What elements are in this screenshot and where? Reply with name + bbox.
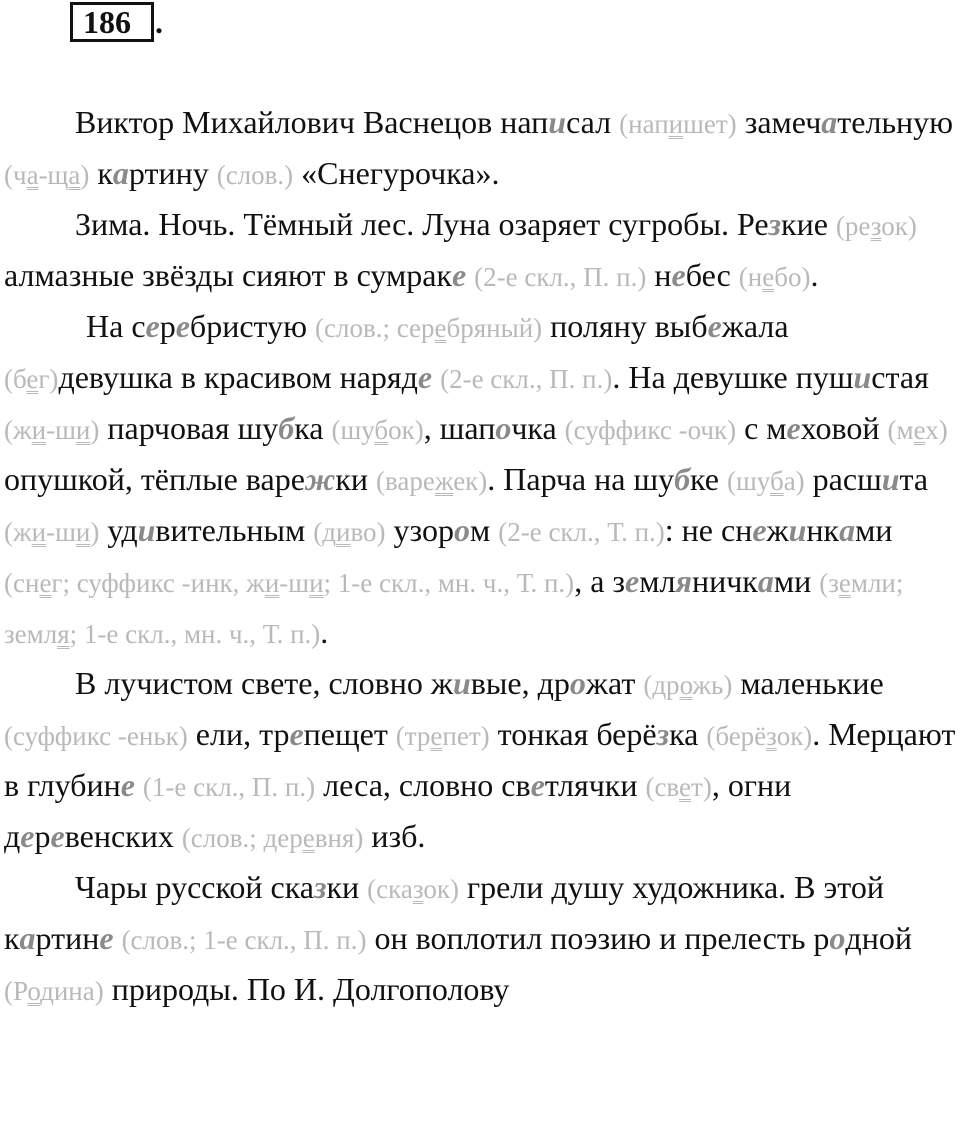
hint-text: (2-е скл., П. п.) bbox=[474, 262, 647, 292]
hint-text: -щ bbox=[38, 160, 69, 190]
highlighted-letter: а bbox=[19, 920, 36, 956]
text-run: леса, словно св bbox=[315, 767, 531, 803]
text-run: тлячки bbox=[544, 767, 646, 803]
text-run: мл bbox=[639, 563, 676, 599]
hint-text: -ш bbox=[46, 517, 76, 547]
text-run: ничк bbox=[691, 563, 758, 599]
hint-text: (б bbox=[4, 364, 27, 394]
hint-text: и bbox=[668, 109, 684, 139]
hint-text: з bbox=[766, 721, 777, 751]
hint-text: ) bbox=[90, 415, 100, 445]
highlighted-letter: е bbox=[530, 767, 545, 803]
hint-text: е bbox=[26, 364, 39, 394]
text-run: ртин bbox=[35, 920, 100, 956]
text-run: ми bbox=[773, 563, 820, 599]
text-run: «Снегурочка». bbox=[293, 155, 500, 191]
highlighted-letter: е bbox=[417, 359, 433, 395]
text-run: ми bbox=[855, 512, 893, 548]
hint-text: во) bbox=[350, 517, 386, 547]
hint-text: (тр bbox=[395, 721, 431, 751]
hint-text: (Р bbox=[4, 976, 28, 1006]
text-run: парчовая шу bbox=[99, 410, 279, 446]
hint-text: жь) bbox=[692, 670, 733, 700]
paragraph bbox=[4, 302, 956, 659]
hint-text: е bbox=[434, 313, 447, 343]
hint-text: ) bbox=[80, 160, 90, 190]
hint-text: (слов.; 1-е скл., П. п.) bbox=[121, 925, 367, 955]
hint-text: б bbox=[374, 415, 389, 445]
highlighted-letter: е bbox=[752, 512, 767, 548]
highlighted-letter: и bbox=[788, 512, 807, 548]
hint-text: бряный) bbox=[446, 313, 543, 343]
text-run: . На девушке пуш bbox=[612, 359, 854, 395]
hint-text: ек) bbox=[453, 466, 488, 496]
highlighted-letter: и bbox=[137, 512, 156, 548]
text-run: м bbox=[469, 512, 499, 548]
text-run bbox=[466, 257, 474, 293]
hint-text: и bbox=[75, 517, 91, 547]
text-run: грели душу художника. В этой к bbox=[4, 869, 884, 956]
text-run: . bbox=[320, 614, 329, 650]
exercise-number: 186 bbox=[83, 4, 131, 40]
text-run: : не сн bbox=[664, 512, 753, 548]
hint-text: (сн bbox=[4, 568, 40, 598]
highlighted-letter: и bbox=[881, 461, 900, 497]
text-run: ж bbox=[766, 512, 789, 548]
hint-text: (слов.; сер bbox=[315, 313, 435, 343]
highlighted-letter: а bbox=[839, 512, 856, 548]
highlighted-letter: е bbox=[50, 818, 65, 854]
paragraph bbox=[4, 659, 956, 863]
hint-text: ок) bbox=[881, 211, 917, 241]
hint-text: (суффикс -очк) bbox=[564, 415, 737, 445]
hint-text: (шу bbox=[727, 466, 770, 496]
text-run: с м bbox=[736, 410, 787, 446]
hint-text: мли; земл bbox=[4, 568, 904, 649]
text-run: . Мерцают в глубин bbox=[4, 716, 956, 803]
text-run: кие bbox=[781, 206, 836, 242]
text-run: венских bbox=[64, 818, 182, 854]
text-run: ели, тр bbox=[187, 716, 290, 752]
highlighted-letter: е bbox=[20, 818, 35, 854]
hint-text: е bbox=[913, 415, 926, 445]
text-run: ки bbox=[335, 461, 377, 497]
highlighted-letter: и bbox=[853, 359, 872, 395]
hint-text: -ш bbox=[46, 415, 76, 445]
hint-text: (1-е скл., П. п.) bbox=[142, 772, 316, 802]
exercise-text bbox=[4, 98, 956, 1016]
exercise-number-box bbox=[70, 2, 163, 42]
highlighted-letter: ж bbox=[304, 461, 336, 497]
hint-text: (суффикс -еньк) bbox=[4, 721, 188, 751]
hint-text: бо) bbox=[774, 262, 811, 292]
exercise-number-dot: . bbox=[155, 4, 163, 40]
paragraph bbox=[4, 863, 956, 1016]
hint-text: ок) bbox=[423, 874, 459, 904]
hint-text: (2-е скл., Т. п.) bbox=[498, 517, 665, 547]
highlighted-letter: и bbox=[452, 665, 471, 701]
text-run: расш bbox=[804, 461, 882, 497]
hint-text: ж bbox=[434, 466, 454, 496]
text-run: маленькие bbox=[732, 665, 884, 701]
text-run: жат bbox=[585, 665, 644, 701]
text-run: бес bbox=[685, 257, 739, 293]
text-run: поляну выб bbox=[542, 308, 708, 344]
highlighted-letter: а bbox=[821, 104, 838, 140]
hint-text: ; 1-е скл., мн. ч., Т. п.) bbox=[69, 619, 321, 649]
hint-text: (н bbox=[738, 262, 763, 292]
highlighted-letter: е bbox=[99, 920, 114, 956]
hint-text: (св bbox=[645, 772, 680, 802]
text-run: уд bbox=[99, 512, 138, 548]
hint-text: ок) bbox=[388, 415, 424, 445]
highlighted-letter: е bbox=[671, 257, 686, 293]
hint-text: (з bbox=[819, 568, 839, 598]
hint-text: б bbox=[769, 466, 784, 496]
text-run: чка bbox=[511, 410, 565, 446]
text-run: Чары русской ска bbox=[75, 869, 314, 905]
hint-text: и bbox=[336, 517, 351, 547]
text-run: , а з bbox=[574, 563, 626, 599]
text-run: к bbox=[89, 155, 113, 191]
hint-text: шет) bbox=[683, 109, 737, 139]
text-run: ховой bbox=[800, 410, 888, 446]
highlighted-letter: е bbox=[707, 308, 722, 344]
text-run: На с bbox=[86, 308, 146, 344]
text-run bbox=[114, 920, 122, 956]
hint-text: (слов.; дер bbox=[181, 823, 303, 853]
highlighted-letter: о bbox=[453, 512, 470, 548]
highlighted-letter: е bbox=[451, 257, 467, 293]
hint-text: пет) bbox=[442, 721, 490, 751]
hint-text: е bbox=[39, 568, 52, 598]
highlighted-letter: е bbox=[625, 563, 640, 599]
highlighted-letter: о bbox=[569, 665, 586, 701]
hint-text: (ж bbox=[4, 517, 32, 547]
hint-text: а bbox=[68, 160, 81, 190]
hint-text: е bbox=[838, 568, 851, 598]
highlighted-letter: б bbox=[278, 410, 295, 446]
highlighted-letter: е bbox=[120, 767, 135, 803]
highlighted-letter: е bbox=[175, 308, 190, 344]
highlighted-letter: з bbox=[768, 206, 782, 242]
hint-text: з bbox=[412, 874, 424, 904]
hint-text: я bbox=[57, 619, 70, 649]
highlighted-letter: я bbox=[675, 563, 692, 599]
text-run: . bbox=[810, 257, 819, 293]
hint-text: (варе bbox=[376, 466, 435, 496]
hint-text: (м bbox=[887, 415, 914, 445]
highlighted-letter: е bbox=[145, 308, 160, 344]
hint-text: г; суффикс -инк, ж bbox=[51, 568, 265, 598]
text-run: ке bbox=[690, 461, 727, 497]
hint-text: г) bbox=[38, 364, 59, 394]
text-run: В лучистом свете, словно ж bbox=[75, 665, 453, 701]
hint-text: и bbox=[31, 415, 47, 445]
hint-text: а bbox=[26, 160, 39, 190]
hint-text: о bbox=[27, 976, 41, 1006]
text-run: ртину bbox=[128, 155, 217, 191]
hint-text: (ре bbox=[835, 211, 871, 241]
text-run: ка bbox=[669, 716, 707, 752]
hint-text: з bbox=[870, 211, 882, 241]
paragraph bbox=[4, 200, 956, 302]
text-run: р bbox=[34, 818, 51, 854]
text-run: стая bbox=[871, 359, 929, 395]
highlighted-letter: з bbox=[656, 716, 670, 752]
text-run: . Парча на шу bbox=[487, 461, 675, 497]
hint-text: (д bbox=[313, 517, 337, 547]
text-run: ка bbox=[294, 410, 332, 446]
hint-text: ок) bbox=[776, 721, 813, 751]
hint-text: ; 1-е скл., мн. ч., Т. п.) bbox=[323, 568, 575, 598]
text-run: узор bbox=[385, 512, 454, 548]
text-run: сал bbox=[566, 104, 620, 140]
hint-text: (нап bbox=[619, 109, 669, 139]
hint-text: о bbox=[679, 670, 693, 700]
highlighted-letter: о bbox=[495, 410, 512, 446]
hint-text: (берё bbox=[706, 721, 767, 751]
hint-text: и bbox=[31, 517, 47, 547]
highlighted-letter: а bbox=[112, 155, 129, 191]
text-run: он воплотил поэзию и прелесть р bbox=[366, 920, 830, 956]
text-run bbox=[135, 767, 143, 803]
hint-text: е bbox=[679, 772, 692, 802]
hint-text: дина) bbox=[40, 976, 104, 1006]
highlighted-letter: и bbox=[548, 104, 567, 140]
hint-text: е bbox=[302, 823, 315, 853]
text-run: Виктор Михайлович Васнецов нап bbox=[75, 104, 549, 140]
hint-text: (2-е скл., П. п.) bbox=[440, 364, 613, 394]
text-run: нк bbox=[806, 512, 840, 548]
hint-text: х) bbox=[925, 415, 948, 445]
text-run: природы. По И. Долгополову bbox=[103, 971, 510, 1007]
hint-text: (ч bbox=[4, 160, 27, 190]
text-run: опушкой, тёплые варе bbox=[4, 461, 305, 497]
text-run: ки bbox=[326, 869, 368, 905]
text-run: вые, др bbox=[470, 665, 570, 701]
hint-text: е bbox=[430, 721, 443, 751]
hint-text: вня) bbox=[314, 823, 364, 853]
text-run: бристую bbox=[189, 308, 315, 344]
text-run: Зима. Ночь. Тёмный лес. Луна озаряет сугробы. Ре bbox=[75, 206, 769, 242]
text-run: вительным bbox=[155, 512, 314, 548]
text-run bbox=[432, 359, 440, 395]
hint-text: -ш bbox=[279, 568, 310, 598]
text-run: , огни д bbox=[4, 767, 792, 854]
highlighted-letter: б bbox=[674, 461, 691, 497]
text-run: девушка в красивом наряд bbox=[58, 359, 418, 395]
hint-text: (ска bbox=[367, 874, 413, 904]
text-run: жала bbox=[721, 308, 789, 344]
text-run: тонкая берё bbox=[489, 716, 657, 752]
hint-text: е bbox=[762, 262, 775, 292]
text-run: дной bbox=[845, 920, 912, 956]
hint-text: (слов.) bbox=[216, 160, 294, 190]
highlighted-letter: е bbox=[289, 716, 304, 752]
text-run: н bbox=[646, 257, 672, 293]
hint-text: и bbox=[264, 568, 280, 598]
text-run: алмазные звёзды сияют в сумрак bbox=[4, 257, 452, 293]
hint-text: (шу bbox=[331, 415, 375, 445]
hint-text: т) bbox=[691, 772, 712, 802]
hint-text: (др bbox=[643, 670, 680, 700]
text-run: изб. bbox=[363, 818, 426, 854]
hint-text: а) bbox=[783, 466, 805, 496]
hint-text: и bbox=[75, 415, 91, 445]
text-run: тельную bbox=[837, 104, 954, 140]
highlighted-letter: а bbox=[757, 563, 774, 599]
highlighted-letter: о bbox=[829, 920, 846, 956]
hint-text: ) bbox=[90, 517, 100, 547]
highlighted-letter: з bbox=[314, 869, 327, 905]
hint-text: (ж bbox=[4, 415, 32, 445]
text-run: р bbox=[159, 308, 176, 344]
text-run: та bbox=[899, 461, 929, 497]
text-run: пещет bbox=[303, 716, 396, 752]
text-run: замеч bbox=[736, 104, 822, 140]
paragraph bbox=[4, 98, 956, 200]
text-run: , шап bbox=[423, 410, 496, 446]
hint-text: и bbox=[309, 568, 324, 598]
highlighted-letter: е bbox=[786, 410, 801, 446]
